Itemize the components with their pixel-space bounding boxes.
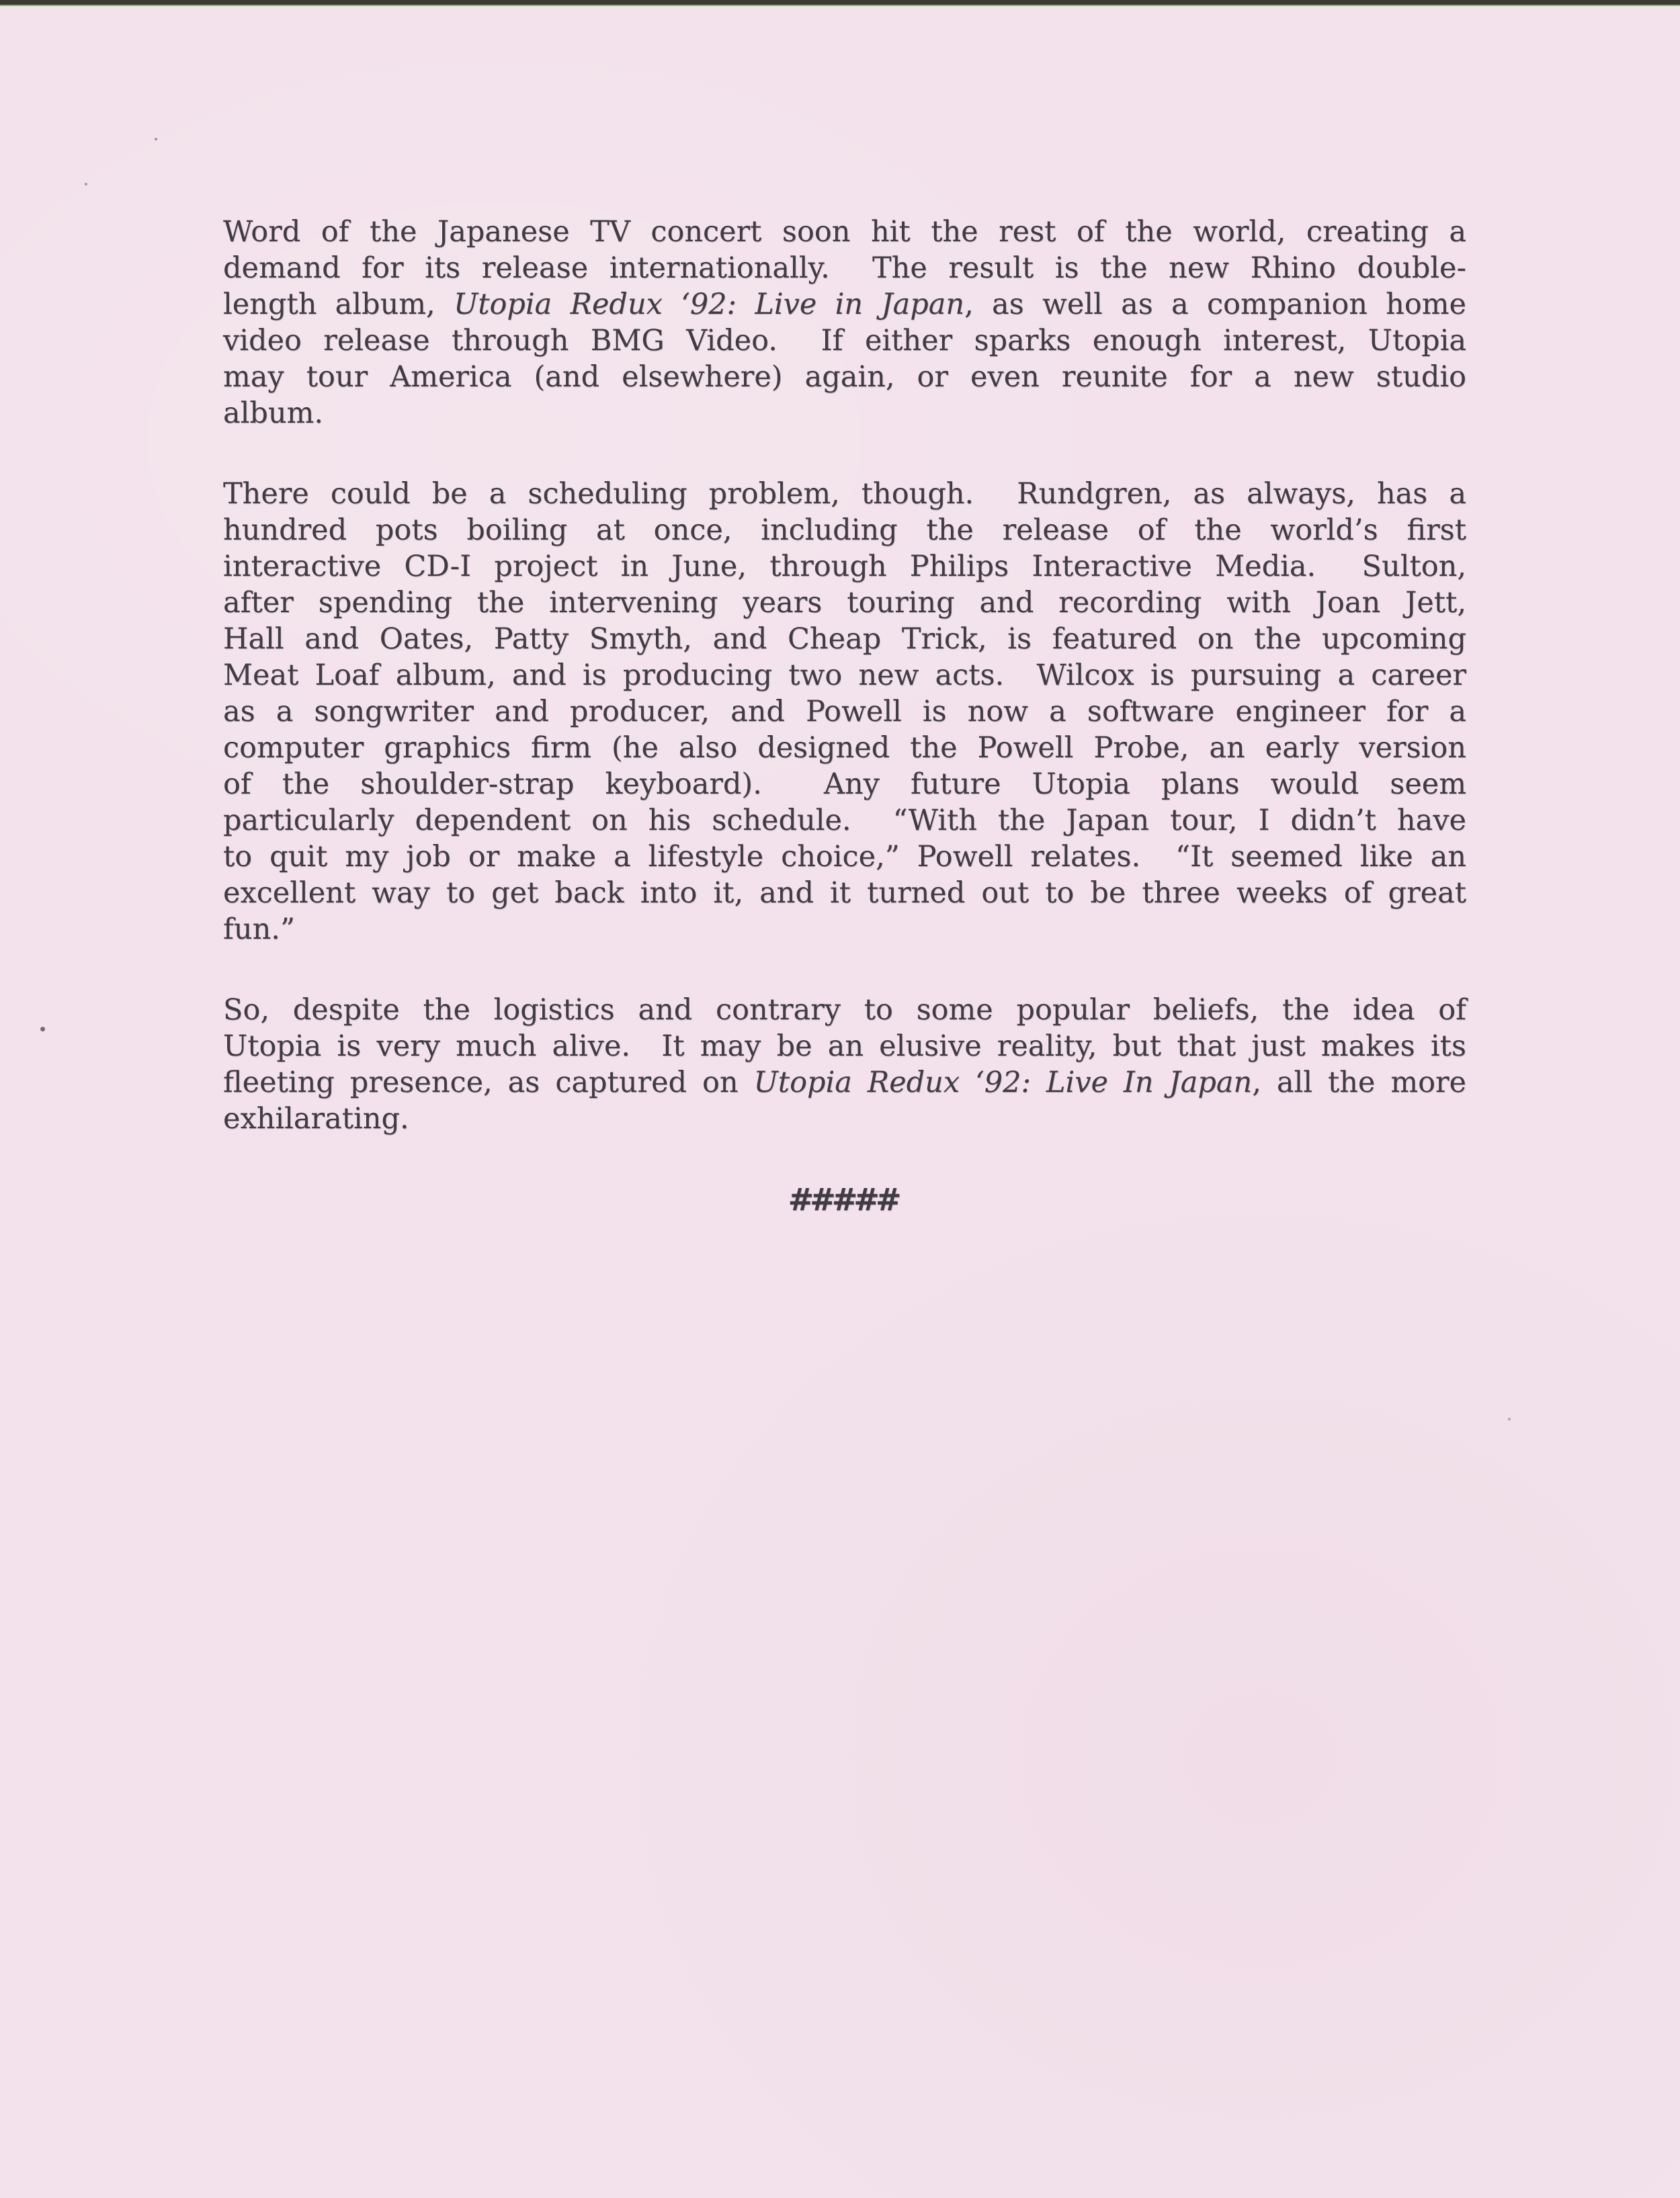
body-text: computer graphics firm (he also designed the Powell Probe, an early version [223,731,1466,765]
text-line [223,766,1466,802]
body-text: length album, [223,288,454,321]
body-text: So, despite the logistics and contrary to some popular beliefs, the idea of [223,993,1466,1027]
paper-speck [40,1027,45,1031]
text-line [223,1101,1466,1137]
body-text: may tour America (and elsewhere) again, or even reunite for a new studio [223,360,1466,394]
body-text: hundred pots boiling at once, including the release of the world’s first [223,513,1466,547]
paper-speck [155,138,157,140]
text-line [223,585,1466,621]
text-line [223,548,1466,585]
body-text: as a songwriter and producer, and Powell is now a software engineer for a [223,695,1466,728]
text-line [223,730,1466,766]
text-line [223,621,1466,657]
text-line [223,992,1466,1028]
body-text: Word of the Japanese TV concert soon hit the rest of the world, creating a [223,215,1466,249]
paragraph [223,476,1466,947]
body-text: exhilarating. [223,1102,409,1136]
text-line [223,1064,1466,1101]
body-text: There could be a scheduling problem, though. Rundgren, as always, has a [223,477,1466,511]
body-text: video release through BMG Video. If either sparks enough interest, Utopia [223,324,1466,357]
text-line [223,693,1466,730]
body-text: Meat Loaf album, and is producing two new acts. Wilcox is pursuing a career [223,659,1466,692]
paper-speck [85,183,87,185]
body-text: demand for its release internationally. The result is the new Rhino double- [223,251,1466,285]
paragraph [223,214,1466,431]
text-line [223,657,1466,693]
body-text: Hall and Oates, Patty Smyth, and Cheap Trick, is featured on the upcoming [223,622,1466,656]
paper-speck [1508,1418,1511,1421]
text-line [223,476,1466,512]
paragraph [223,992,1466,1137]
text-line [223,1028,1466,1064]
body-text: Utopia is very much alive. It may be an elusive reality, but that just makes its [223,1029,1466,1063]
body-text: after spending the intervening years touring and recording with Joan Jett, [223,586,1466,620]
text-line [223,359,1466,395]
text-line [223,875,1466,911]
text-line [223,250,1466,286]
text-line [223,512,1466,548]
body-text: to quit my job or make a lifestyle choice,” Powell relates. “It seemed like an [223,840,1466,874]
text-line [223,395,1466,431]
body-text: , all the more [1252,1066,1466,1099]
body-text: fleeting presence, as captured on [223,1066,754,1099]
body-text: interactive CD-I project in June, through Philips Interactive Media. Sulton, [223,550,1466,583]
text-line [223,911,1466,947]
text-line [223,802,1466,839]
text-line [223,323,1466,359]
body-text: album. [223,396,324,430]
body-text: excellent way to get back into it, and it turned out to be three weeks of great [223,876,1466,910]
text-line [223,839,1466,875]
album-title-text: Utopia Redux ‘92: Live in Japan [454,288,965,321]
end-of-release-mark: ##### [788,1181,898,1218]
text-line [223,214,1466,250]
text-line [223,286,1466,323]
text-block [223,214,1466,1218]
body-text: fun.” [223,913,295,946]
body-text: of the shoulder-strap keyboard). Any future Utopia plans would seem [223,767,1466,801]
body-text: , as well as a companion home [964,288,1466,321]
scan-top-edge [0,0,1680,5]
album-title-text: Utopia Redux ‘92: Live In Japan [753,1066,1253,1099]
body-text: particularly dependent on his schedule. “With the Japan tour, I didn’t have [223,804,1466,837]
